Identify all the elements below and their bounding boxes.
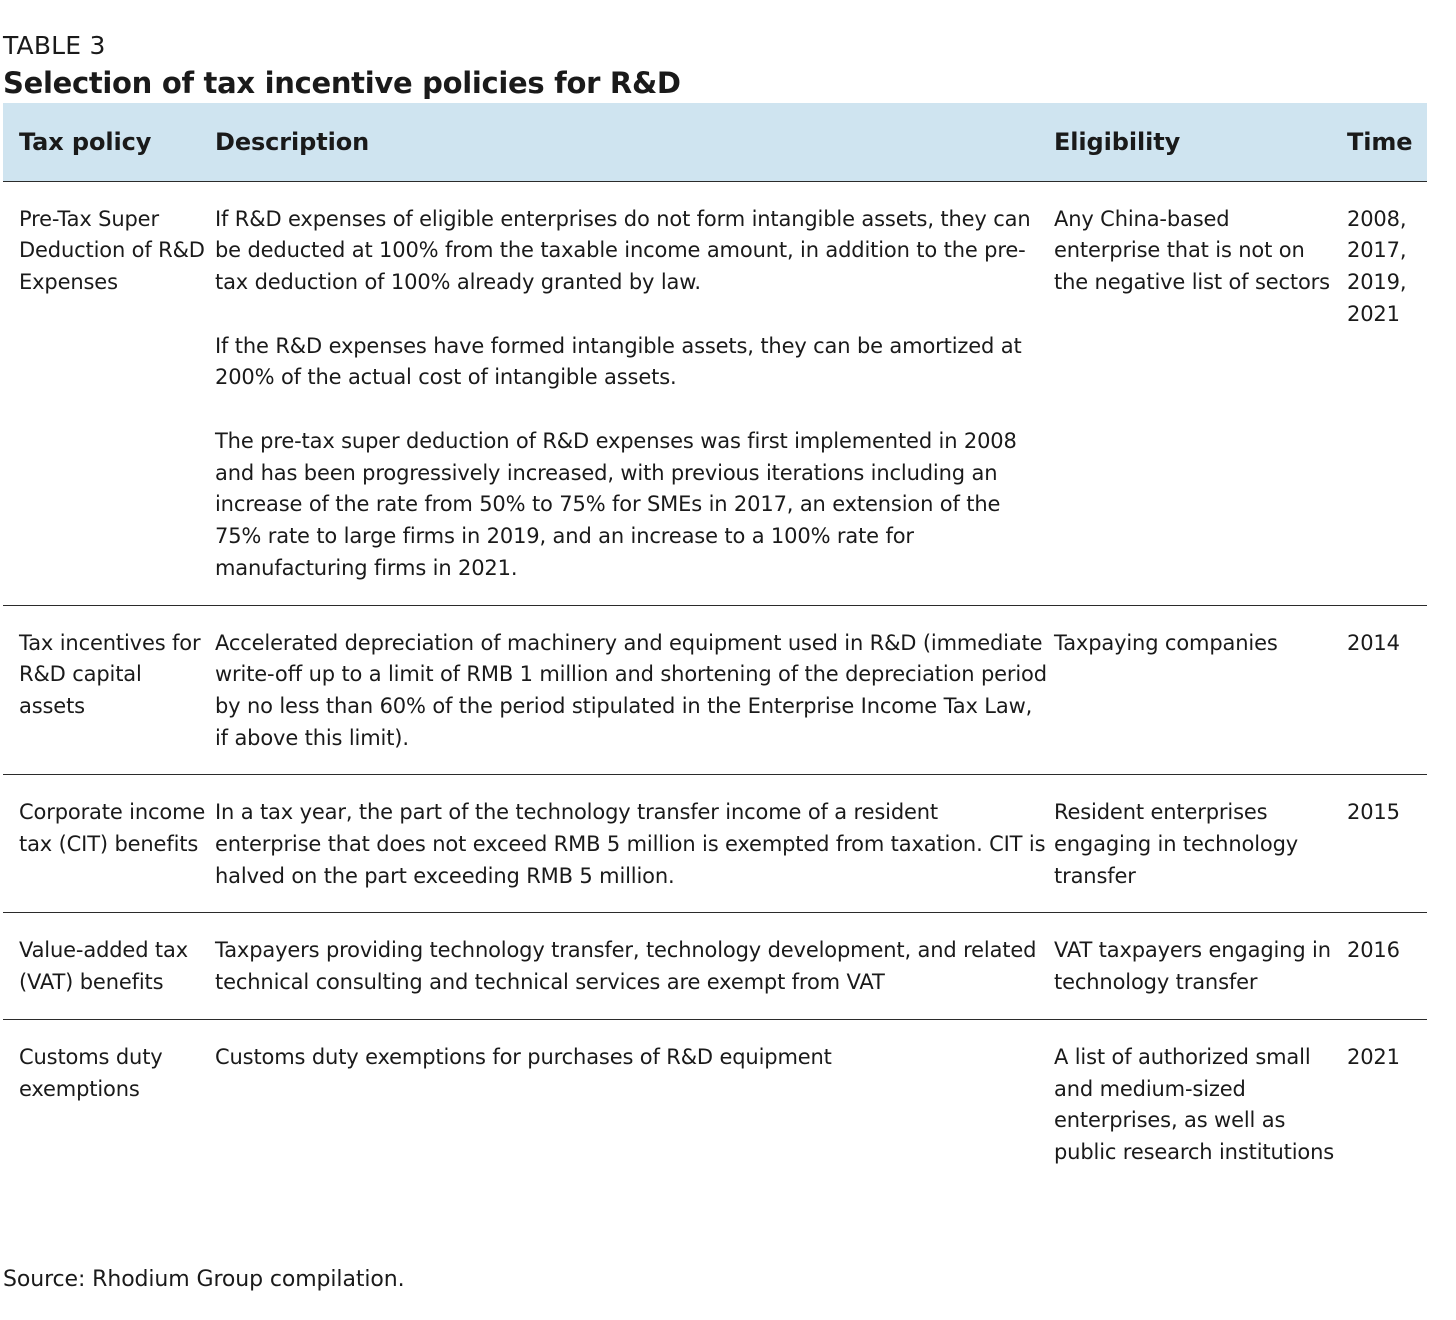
- table-row: [3, 775, 1427, 913]
- table-row: [3, 181, 1427, 605]
- table-row: [3, 1019, 1427, 1188]
- cell-description: [215, 775, 1054, 913]
- header-description: Description: [215, 103, 1054, 181]
- header-time: Time: [1347, 103, 1427, 181]
- time-value: 2017,: [1347, 238, 1407, 263]
- cell-description: [215, 1019, 1054, 1188]
- cell-policy: Tax incentives for R&D capital assets: [3, 605, 215, 775]
- cell-time: [1347, 605, 1427, 775]
- cell-policy: Value-added tax (VAT) benefits: [3, 913, 215, 1019]
- description-paragraph: If the R&D expenses have formed intangible assets, they can be amortized at 200% of the actual cost of intangible assets.: [215, 333, 1022, 390]
- time-value: 2021: [1347, 1044, 1400, 1069]
- time-value: 2008,: [1347, 206, 1407, 231]
- cell-description: [215, 913, 1054, 1019]
- description-paragraph: Customs duty exemptions for purchases of R&D equipment: [215, 1044, 832, 1069]
- cell-policy: Customs duty exemptions: [19, 1044, 163, 1101]
- time-value: 2015: [1347, 800, 1400, 825]
- cell-eligibility: Any China-based enterprise that is not on the negative list of sectors: [1054, 181, 1347, 605]
- table-row: [3, 913, 1427, 1019]
- description-paragraph: The pre-tax super deduction of R&D expenses was first implemented in 2008 and has been progressively increased, with previous iterations including an increase of the rate from 50% to 75% for SMEs in 2017, an extension of the 75% rate to large firms in 2019, and an increase to a 100% rate for manufacturing firms in 2021.: [215, 429, 1017, 580]
- table-title: Selection of tax incentive policies for R&D: [3, 66, 681, 100]
- table-row: [3, 605, 1427, 775]
- cell-time: [1347, 1019, 1427, 1188]
- cell-policy: Corporate income tax (CIT) benefits: [3, 775, 215, 913]
- table-label: TABLE 3: [3, 31, 106, 60]
- table-header-row: [3, 103, 1427, 181]
- cell-eligibility: Resident enterprises engaging in technology transfer: [1054, 775, 1347, 913]
- description-paragraph: If R&D expenses of eligible enterprises do not form intangible assets, they can be deducted at 100% from the taxable income amount, in addition to the pre-tax deduction of 100% already granted by law.: [215, 206, 1031, 294]
- cell-time: [1347, 913, 1427, 1019]
- cell-time: [1347, 181, 1427, 605]
- tax-policy-table: [3, 103, 1427, 1189]
- cell-description: [215, 181, 1054, 605]
- header-tax-policy: Tax policy: [3, 103, 215, 181]
- cell-eligibility: VAT taxpayers engaging in technology transfer: [1054, 913, 1347, 1019]
- description-paragraph: Accelerated depreciation of machinery and equipment used in R&D (immediate write-off up to a limit of RMB 1 million and shortening of the depreciation period by no less than 60% of the period stipulated in the Enterprise Income Tax Law, if above this limit).: [215, 630, 1047, 750]
- cell-policy: Pre-Tax Super Deduction of R&D Expenses: [3, 181, 215, 605]
- header-eligibility: Eligibility: [1054, 103, 1347, 181]
- cell-time: [1347, 775, 1427, 913]
- time-value: 2014: [1347, 630, 1400, 655]
- time-value: 2016: [1347, 938, 1400, 963]
- cell-eligibility: Taxpaying companies: [1054, 605, 1347, 775]
- description-paragraph: In a tax year, the part of the technology transfer income of a resident enterprise that does not exceed RMB 5 million is exempted from taxation. CIT is halved on the part exceeding RMB 5 million.: [215, 800, 1046, 888]
- cell-eligibility: A list of authorized small and medium-sized enterprises, as well as public research institutions: [1054, 1044, 1335, 1164]
- source-note: Source: Rhodium Group compilation.: [3, 1267, 405, 1292]
- time-value: 2019,: [1347, 269, 1407, 294]
- cell-description: [215, 605, 1054, 775]
- time-value: 2021: [1347, 301, 1400, 326]
- description-paragraph: Taxpayers providing technology transfer, technology development, and related technical consulting and technical services are exempt from VAT: [215, 938, 1037, 995]
